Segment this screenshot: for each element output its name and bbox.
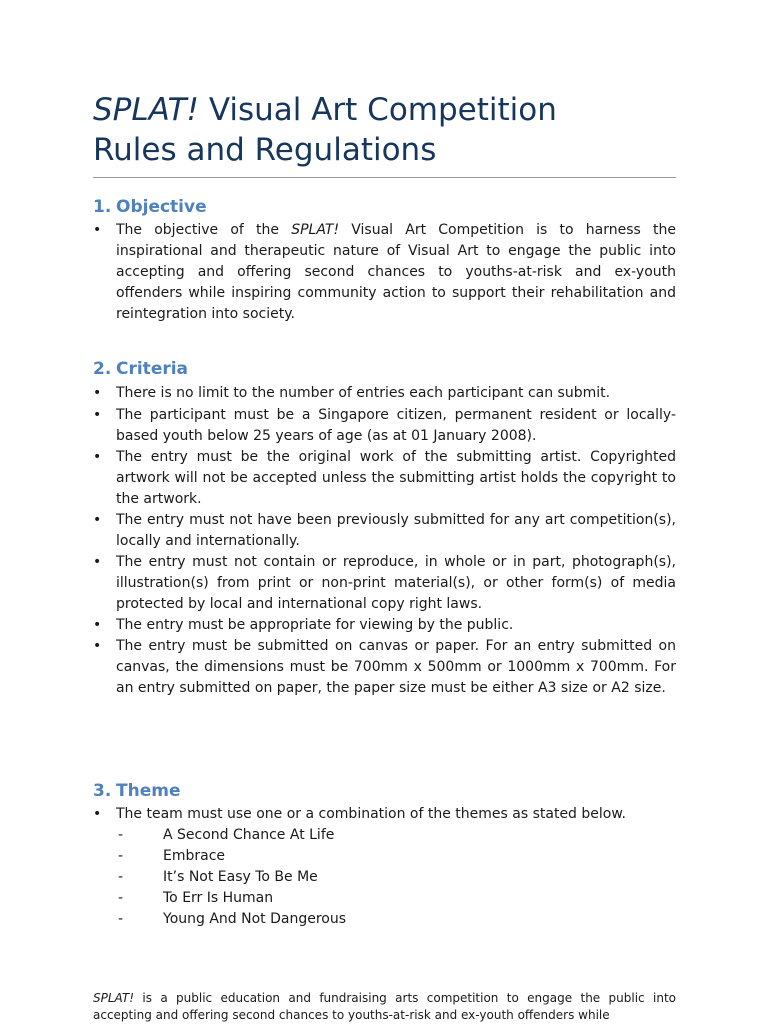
theme-options [93, 825, 676, 930]
theme-list [93, 804, 676, 930]
objective-text-pre: The objective of the [116, 222, 292, 238]
criteria-list [93, 383, 676, 699]
list-item [93, 804, 676, 930]
list-item: • There is no limit to the number of entries each participant can submit. [93, 383, 676, 404]
theme-label: Young And Not Dangerous [163, 911, 347, 927]
dash-marker: - [118, 869, 124, 885]
list-item [93, 220, 676, 325]
section-objective-heading [93, 196, 676, 218]
section-number: 1. [93, 197, 112, 217]
list-item: • The entry must be submitted on canvas or paper. For an entry submitted on canvas, the dimensions must be 700mm x 500mm or 1000mm x 700mm. For an entry submitted on paper, the paper size must be either A3 size or A2 size. [93, 636, 676, 699]
title-line2: Rules and Regulations [93, 132, 437, 168]
document-title [93, 90, 676, 170]
section-criteria-heading [93, 358, 676, 380]
dash-marker: - [118, 911, 124, 927]
section-title: Criteria [116, 359, 189, 379]
footer-note [93, 990, 676, 1024]
theme-label: Embrace [163, 848, 226, 864]
section-number: 2. [93, 359, 112, 379]
theme-option [93, 867, 676, 888]
list-item: • The entry must not contain or reproduce, in whole or in part, photograph(s), illustration(s) from print or non-print material(s), or other form(s) of media protected by local and international copy right laws. [93, 552, 676, 615]
list-item: • The entry must be the original work of the submitting artist. Copyrighted artwork will not be accepted unless the submitting artist holds the copyright to the artwork. [93, 447, 676, 510]
objective-list [93, 220, 676, 325]
theme-label: A Second Chance At Life [163, 827, 335, 843]
title-line1-rest: Visual Art Competition [198, 92, 557, 128]
section-theme-heading [93, 780, 676, 802]
list-item: • The entry must be appropriate for viewing by the public. [93, 615, 676, 636]
theme-option [93, 909, 676, 930]
section-title: Objective [116, 197, 207, 217]
dash-marker: - [118, 890, 124, 906]
footer-splat: SPLAT! [93, 991, 135, 1005]
theme-label: To Err Is Human [163, 890, 274, 906]
theme-option [93, 888, 676, 909]
dash-marker: - [118, 848, 124, 864]
theme-label: It’s Not Easy To Be Me [163, 869, 318, 885]
title-divider [93, 177, 676, 178]
objective-text-post: Visual Art Competition is to harness the inspirational and therapeutic nature of Visual Art to engage the public into accepting and offering second chances to youths-at-risk and ex-youth offenders while inspiring community action to support their rehabilitation and reintegration into society. [116, 222, 676, 322]
list-item: • The participant must be a Singapore citizen, permanent resident or locally-based youth below 25 years of age (as at 01 January 2008). [93, 405, 676, 447]
footer-text: is a public education and fundraising arts competition to engage the public into accepting and offering second chances to youths-at-risk and ex-youth offenders while [93, 991, 676, 1022]
dash-marker: - [118, 827, 124, 843]
theme-option [93, 825, 676, 846]
theme-option [93, 846, 676, 867]
title-splat: SPLAT! [93, 92, 199, 128]
objective-splat: SPLAT! [291, 222, 340, 238]
section-number: 3. [93, 781, 112, 801]
list-item: • The entry must not have been previously submitted for any art competition(s), locally and internationally. [93, 510, 676, 552]
section-title: Theme [116, 781, 181, 801]
theme-intro: The team must use one or a combination of the themes as stated below. [116, 806, 626, 822]
